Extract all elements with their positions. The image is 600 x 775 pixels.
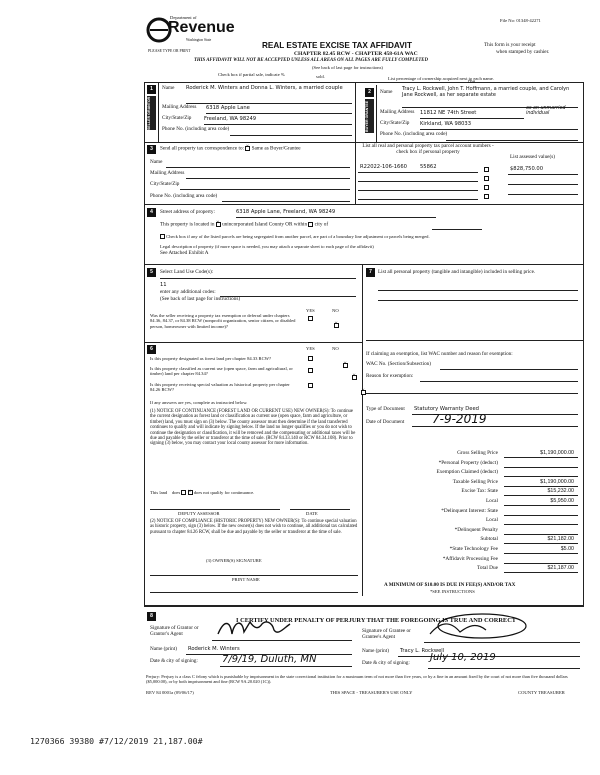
dept-line2: Revenue xyxy=(168,19,235,36)
grantor-date-label: Date & city of signing: xyxy=(150,658,198,664)
corr-city-label: City/State/Zip xyxy=(150,181,180,187)
amount-value: $1,190,000.00 xyxy=(540,478,574,485)
land-use-label: Select Land Use Code(s): xyxy=(160,269,214,275)
personal-property-checkbox-4[interactable] xyxy=(484,194,489,199)
subtitle: CHAPTER 82.45 RCW - CHAPTER 458-61A WAC xyxy=(294,51,418,57)
segregated-note: Check box if any of the listed parcels are being segregated from another parcel, are part of a boundary line adjustment or parcels being merged. xyxy=(160,234,430,239)
amount-line xyxy=(504,495,578,496)
revenue-logo xyxy=(146,15,235,49)
notice-continuance: (1) NOTICE OF CONTINUANCE (FOREST LAND OR CURRENT USE) NEW OWNER(S): To continue the current designation as forest land or classification as current use (open space, farm and agriculture, or timber) land, you must sign on (3) below. The county assessor must then determine if the land transferred continues to qualify and will indicate by signing below. If the land no longer qualifies or you do not wish to continue the designation or classification, it will be removed and the compensating or additional taxes will be due and payable by the seller or transferor at the time of sale. (RCW 84.33.140 or RCW 84.34.108). Prior to signing (3) below, you may contact your local county assessor for more information. xyxy=(150,409,356,447)
land-use-see-back: (See back of last page for instructions) xyxy=(160,296,241,302)
corr-mailing-label: Mailing Address xyxy=(150,170,185,176)
doc-type: Statutory Warranty Deed xyxy=(414,406,479,412)
if-yes: If any answers are yes, complete as instructed below. xyxy=(150,400,248,405)
exemption-claim: If claiming an exemption, list WAC number and reason for exemption: xyxy=(366,351,513,357)
amount-label: *Delinquent Penalty xyxy=(454,526,498,533)
q-exempt: Was the seller receiving a property tax exemption or deferral under chapters 84.36, 84.37, or 84.38 RCW (nonprofit organization, senior citizen, or disabled person, homeowner with limited income)? xyxy=(150,313,296,329)
deputy-date: DATE xyxy=(306,511,318,516)
grantor-name: Roderick M. Winters xyxy=(188,646,240,652)
grantor-name-label: Name (print) xyxy=(150,646,177,652)
certify-statement: I CERTIFY UNDER PENALTY OF PERJURY THAT THE FOREGOING IS TRUE AND CORRECT xyxy=(236,617,517,624)
buyer-tab: BUYER GRANTEE xyxy=(365,99,374,133)
q-open-no[interactable] xyxy=(352,375,357,380)
treasurer-use-only: THIS SPACE - TREASURER'S USE ONLY xyxy=(330,690,413,695)
corr-name-label: Name xyxy=(150,159,163,165)
seller-city-label: City/State/Zip xyxy=(162,115,192,121)
does-checkbox[interactable] xyxy=(181,490,186,495)
grantee-name: Tracy L. Rockwell xyxy=(400,648,445,654)
amount-line xyxy=(504,505,578,506)
amount-label: Subtotal xyxy=(480,536,498,543)
section-7-number: 7 xyxy=(366,268,375,277)
amount-line xyxy=(504,524,578,525)
seller-city: Freeland, WA 98249 xyxy=(204,116,257,122)
q-forest-no[interactable] xyxy=(343,363,348,368)
see-exhibit: See Attached Exhibit A xyxy=(160,250,209,256)
county-treasurer: COUNTY TREASURER xyxy=(518,690,565,695)
amount-line xyxy=(504,553,578,554)
seller-mailing-label: Mailing Address xyxy=(162,104,197,110)
amount-value: $21,182.00 xyxy=(547,536,574,543)
amount-label: Taxable Selling Price xyxy=(452,478,498,485)
perjury-note: Perjury: Perjury is a class C felony which is punishable by imprisonment in the state correctional institution for a maximum term of not more than five years, or by a fine in an amount fixed by the court of not more than five thousand dollars ($5,000.00), or by both imprisonment and fine (RCW 9A.20.020 (1C)). xyxy=(146,674,568,685)
q-historic: Is this property receiving special valuation as historical property per chapter 84.26 RCW? xyxy=(150,382,290,393)
land-use-code: 11 xyxy=(160,282,167,288)
seller-name: Roderick M. Winters and Donna L. Winters, a married couple xyxy=(186,85,343,91)
notice-compliance: (2) NOTICE OF COMPLIANCE (HISTORIC PROPERTY) NEW OWNER(S): To continue special valuation as historic property, sign (3) below. If the new owner(s) does not wish to continue, all additional tax calculated pursuant to chapter 84.26 RCW, shall be due and payable by the seller or transferor at the time of sale. xyxy=(150,519,358,535)
file-no: File No: 01348-42271 xyxy=(500,18,541,23)
personal-property-checkbox-1[interactable] xyxy=(484,167,489,172)
corr-phone-label: Phone No. (including area code) xyxy=(150,193,218,199)
q-open-yes[interactable] xyxy=(308,368,313,373)
q-open-space: Is this property classified as current use (open space, farm and agricultural, or timber) land per chapter 84.34? xyxy=(150,366,293,377)
grantee-date-label: Date & city of signing: xyxy=(362,660,410,666)
amount-line xyxy=(504,486,578,487)
amount-line xyxy=(504,563,578,564)
seller-name-label: Name xyxy=(162,85,175,91)
street-address: 6318 Apple Lane, Freeland, WA 98249 xyxy=(236,209,336,215)
see-back: (See back of last page for instructions) xyxy=(312,65,383,70)
reason-exemption: Reason for exemption: xyxy=(366,373,414,379)
segregated-checkbox[interactable] xyxy=(160,234,165,239)
amount-line xyxy=(504,457,578,458)
dept-line3: Washington State xyxy=(186,38,212,42)
handwritten-the: the xyxy=(468,80,476,85)
partial-sale: Check box if partial sale, indicate % xyxy=(218,72,285,77)
buyer-name-label: Name xyxy=(380,89,393,95)
section-2-number: 2 xyxy=(365,88,374,97)
q-exempt-no[interactable] xyxy=(334,323,339,328)
this-land-row: This land does × does not qualify for continuance. xyxy=(150,490,254,495)
same-as-buyer-checkbox[interactable] xyxy=(245,146,250,151)
amount-value: $1,190,000.00 xyxy=(540,450,574,456)
section-5-number: 5 xyxy=(147,268,156,277)
buyer-city-label: City/State/Zip xyxy=(380,120,410,126)
buyer-city: Kirkland, WA 98033 xyxy=(420,121,472,127)
sold: sold. xyxy=(316,74,325,79)
grantor-date: 7/9/19, Duluth, MN xyxy=(222,654,317,665)
receipt-note1: This form is your receipt xyxy=(484,42,536,48)
amount-line xyxy=(504,572,578,573)
amount-line xyxy=(504,467,578,468)
amount-label: Total Due xyxy=(477,565,498,572)
section-8-number: 8 xyxy=(147,612,156,621)
amount-label: Local xyxy=(485,498,498,504)
city-checkbox[interactable] xyxy=(308,222,313,227)
grantee-date: July 10, 2019 xyxy=(430,652,496,663)
amount-label: Excise Tax: State xyxy=(461,488,498,495)
receipt-note2: when stamped by cashier. xyxy=(496,49,550,55)
see-instructions: *SEE INSTRUCTIONS xyxy=(430,589,475,594)
amount-value: $5.00 xyxy=(560,546,574,552)
located-in: This property is located in × unincorporated Island County OR within city of xyxy=(160,222,328,229)
personal-property-label: List all personal property (tangible and intangible) included in selling price. xyxy=(378,269,536,275)
treasurer-stamp: 1270366 39380 #7/12/2019 21,187.00# xyxy=(30,736,203,746)
parcel-header: List all real and personal property tax parcel account numbers - check box if personal property xyxy=(362,143,494,155)
amount-label: *State Technology Fee xyxy=(449,546,498,552)
ownership-pct: List percentage of ownership acquired next to each name. xyxy=(388,76,494,81)
doc-type-label: Type of Document xyxy=(366,406,405,412)
street-label: Street address of property: xyxy=(160,209,215,215)
amount-value: $5,950.00 xyxy=(550,498,574,504)
amount-label: *Delinquent Interest: State xyxy=(441,507,498,514)
q-exempt-yes[interactable] xyxy=(308,316,313,321)
seller-phone-label: Phone No. (including area code) xyxy=(162,126,230,132)
amount-line xyxy=(504,515,578,516)
section-4-number: 4 xyxy=(147,208,156,217)
grantee-signature xyxy=(420,612,530,642)
amount-label: *Personal Property (deduct) xyxy=(438,459,498,466)
q-forest: Is this property designated as forest land per chapter 84.33 RCW? xyxy=(150,356,272,361)
amount-value: $15,232.00 xyxy=(547,488,574,495)
grantee-name-label: Name (print) xyxy=(362,648,389,654)
doc-date-label: Date of Document xyxy=(366,419,405,425)
warning: THIS AFFIDAVIT WILL NOT BE ACCEPTED UNLESS ALL AREAS ON ALL PAGES ARE FULLY COMPLETED xyxy=(194,58,428,63)
page-title: REAL ESTATE EXCISE TAX AFFIDAVIT xyxy=(262,41,412,50)
send-correspondence: Send all property tax correspondence to: × Same as Buyer/Grantee xyxy=(160,146,301,153)
rev-number: REV 84 0001a (09/06/17) xyxy=(146,690,194,695)
grantor-signature xyxy=(214,616,294,642)
section-6-number: 6 xyxy=(147,345,156,354)
wac-no: WAC No. (Section/Subsection) xyxy=(366,361,431,367)
buyer-mailing: 11812 NE 74th Street xyxy=(420,110,477,116)
section-3-number: 3 xyxy=(147,145,156,154)
amount-line xyxy=(504,476,578,477)
assessed-value-1: $828,750.00 xyxy=(510,166,544,172)
q-forest-yes[interactable] xyxy=(308,356,313,361)
doc-date: 7-9-2019 xyxy=(432,412,487,426)
dept-line1: Department of xyxy=(170,15,197,20)
no-header-1: NO xyxy=(332,308,339,313)
owner-signature-label: (3) OWNER(S) SIGNATURE xyxy=(206,558,262,563)
parcel-1b: 55862 xyxy=(420,164,437,170)
print-name-label: PRINT NAME xyxy=(232,577,260,582)
amount-line xyxy=(504,534,578,535)
additional-codes: enter any additional codes: xyxy=(160,289,216,295)
yes-header-1: YES xyxy=(306,308,315,313)
amount-label: Gross Selling Price xyxy=(457,450,498,456)
does-not-checkbox[interactable] xyxy=(188,490,193,495)
parcel-1: R22022-106-1660 xyxy=(360,164,407,170)
minimum-note: A MINIMUM OF $10.00 IS DUE IN FEE(S) AND/OR TAX xyxy=(384,582,516,588)
same-as-buyer-label: Same as Buyer/Grantee xyxy=(251,145,301,152)
grantor-sig-label: Signature of Grantor or Grantor's Agent xyxy=(150,625,199,637)
grantee-sig-label: Signature of Grantee or Grantee's Agent xyxy=(362,628,411,640)
personal-property-checkbox-3[interactable] xyxy=(484,185,489,190)
amount-label: Exemption Claimed (deduct) xyxy=(436,469,498,476)
buyer-mailing-label: Mailing Address xyxy=(380,109,415,115)
amount-line xyxy=(504,543,578,544)
deputy-assessor: DEPUTY ASSESSOR xyxy=(178,511,220,516)
assessed-value-header: List assessed value(s) xyxy=(510,154,555,160)
q-historic-yes[interactable] xyxy=(308,383,313,388)
type-or-print: PLEASE TYPE OR PRINT xyxy=(148,49,191,53)
buyer-name: Tracy L. Rockwell, John T. Hoffmann, a married couple, and Carolyn Jane Rockwell, as her separate estate xyxy=(402,86,570,98)
legal-desc-label: Legal description of property (if more space is needed, you may attach a separate sheet to each page of the affidavit) xyxy=(160,244,374,249)
section-1-number: 1 xyxy=(147,85,156,94)
buyer-handwritten-note: as an unmarried individual xyxy=(526,106,566,117)
personal-property-checkbox-2[interactable] xyxy=(484,176,489,181)
seller-tab: SELLER GRANTOR xyxy=(147,96,156,130)
buyer-phone-label: Phone No. (including area code) xyxy=(380,131,448,137)
amount-label: Local xyxy=(485,517,498,524)
amount-value: $21,187.00 xyxy=(547,565,574,572)
unincorporated-checkbox[interactable] xyxy=(216,222,221,227)
yes-header-2: YES xyxy=(306,346,315,351)
no-header-2: NO xyxy=(332,346,339,351)
amount-label: *Affidavit Processing Fee xyxy=(442,555,498,562)
seller-mailing: 6318 Apple Lane xyxy=(206,105,250,111)
